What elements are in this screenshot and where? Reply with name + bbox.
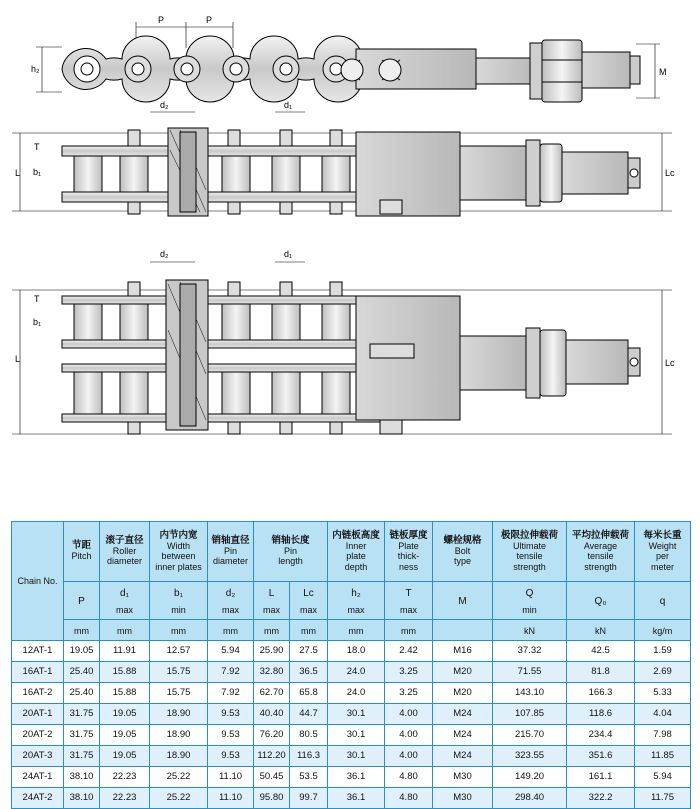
thickness-label: T (34, 142, 40, 152)
pin-length-c-label-2: Lc (665, 358, 675, 368)
cell-pin-dia: 11.10 (208, 767, 254, 788)
cell-width: 15.75 (150, 683, 208, 704)
cell-pin-dia: 9.53 (208, 704, 254, 725)
cell-bolt: M20 (433, 683, 493, 704)
cell-bolt: M24 (433, 725, 493, 746)
cell-bolt: M30 (433, 788, 493, 809)
sym-weight: q (635, 582, 691, 620)
col-ultimate-strength: 极限拉伸载荷 Ultimate tensile strength (493, 522, 567, 582)
cell-bolt: M30 (433, 767, 493, 788)
cell-pin-len: 95.80 (254, 788, 290, 809)
cell-ult: 298.40 (493, 788, 567, 809)
cell-avg: 351.6 (567, 746, 635, 767)
cell-width: 18.90 (150, 704, 208, 725)
inner-width-label-2: b₁ (33, 317, 42, 327)
cell-plate-depth: 24.0 (328, 662, 385, 683)
cell-plate-depth: 24.0 (328, 683, 385, 704)
cell-roller: 19.05 (100, 746, 150, 767)
cell-pin-len-c: 27.5 (290, 641, 328, 662)
sym-pin-dia: d₂ max (208, 582, 254, 620)
cell-chain: 20AT-3 (12, 746, 64, 767)
pin-diameter-label: d₂ (160, 100, 169, 110)
roller-diameter-label: d₁ (284, 100, 293, 110)
cell-pin-len-c: 65.8 (290, 683, 328, 704)
cell-roller: 19.05 (100, 725, 150, 746)
col-pitch: 节距 Pitch (64, 522, 100, 582)
cell-weight: 1.59 (635, 641, 691, 662)
unit-plate-depth: mm (328, 620, 385, 641)
cell-ult: 107.85 (493, 704, 567, 725)
cell-plate-depth: 18.0 (328, 641, 385, 662)
cell-avg: 161.1 (567, 767, 635, 788)
cell-pin-len-c: 44.7 (290, 704, 328, 725)
cell-pitch: 25.40 (64, 683, 100, 704)
thickness-label-2: T (34, 294, 40, 304)
unit-roller: mm (100, 620, 150, 641)
cell-plate-thick: 4.00 (385, 725, 433, 746)
cell-avg: 118.6 (567, 704, 635, 725)
pin-length-label-2: L (15, 354, 21, 364)
unit-ult: kN (493, 620, 567, 641)
spec-table-body (12, 641, 691, 809)
unit-plate-thick: mm (385, 620, 433, 641)
cell-pin-len: 62.70 (254, 683, 290, 704)
cell-pin-dia: 9.53 (208, 725, 254, 746)
cell-chain: 24AT-2 (12, 788, 64, 809)
table-row (12, 683, 691, 704)
cell-pitch: 31.75 (64, 704, 100, 725)
cell-pin-len: 112.20 (254, 746, 290, 767)
cell-pin-dia: 5.94 (208, 641, 254, 662)
cell-weight: 5.33 (635, 683, 691, 704)
col-average-strength: 平均拉伸载荷 Average tensile strength (567, 522, 635, 582)
unit-avg: kN (567, 620, 635, 641)
cell-avg: 166.3 (567, 683, 635, 704)
unit-pitch: mm (64, 620, 100, 641)
pin-diameter-label-2: d₂ (160, 249, 169, 259)
cell-pin-len: 76.20 (254, 725, 290, 746)
pin-length-label: L (15, 168, 21, 178)
cell-pin-dia: 7.92 (208, 683, 254, 704)
cell-pitch: 25.40 (64, 662, 100, 683)
sym-pitch: P (64, 582, 100, 620)
cell-ult: 149.20 (493, 767, 567, 788)
cell-ult: 215.70 (493, 725, 567, 746)
top-view-simplex (12, 100, 675, 216)
top-view-duplex (12, 249, 675, 434)
spec-table (11, 521, 691, 809)
cell-weight: 2.69 (635, 662, 691, 683)
cell-plate-thick: 4.00 (385, 746, 433, 767)
table-row (12, 641, 691, 662)
cell-bolt: M20 (433, 662, 493, 683)
sym-pin-len-c: Lc max (290, 582, 328, 620)
side-view (31, 15, 667, 102)
cell-weight: 11.75 (635, 788, 691, 809)
cell-roller: 15.88 (100, 662, 150, 683)
cell-pin-len: 25.90 (254, 641, 290, 662)
unit-bolt (433, 620, 493, 641)
sym-width: b₁ min (150, 582, 208, 620)
cell-pin-len-c: 80.5 (290, 725, 328, 746)
cell-pin-dia: 9.53 (208, 746, 254, 767)
cell-bolt: M24 (433, 704, 493, 725)
cell-avg: 81.8 (567, 662, 635, 683)
cell-roller: 22.23 (100, 767, 150, 788)
cell-pin-len-c: 53.5 (290, 767, 328, 788)
unit-weight: kg/m (635, 620, 691, 641)
cell-bolt: M16 (433, 641, 493, 662)
cell-avg: 234.4 (567, 725, 635, 746)
cell-pin-len-c: 99.7 (290, 788, 328, 809)
cell-bolt: M24 (433, 746, 493, 767)
cell-pin-len: 40.40 (254, 704, 290, 725)
cell-width: 15.75 (150, 662, 208, 683)
unit-pin-len-c: mm (290, 620, 328, 641)
cell-pin-dia: 11.10 (208, 788, 254, 809)
cell-avg: 322.2 (567, 788, 635, 809)
pitch-label-2: P (206, 15, 213, 25)
cell-pin-len: 50.45 (254, 767, 290, 788)
cell-roller: 19.05 (100, 704, 150, 725)
cell-plate-depth: 36.1 (328, 788, 385, 809)
cell-plate-depth: 30.1 (328, 704, 385, 725)
cell-weight: 5.94 (635, 767, 691, 788)
cell-width: 18.90 (150, 746, 208, 767)
cell-width: 18.90 (150, 725, 208, 746)
cell-pin-len: 32.80 (254, 662, 290, 683)
unit-pin-dia: mm (208, 620, 254, 641)
cell-plate-thick: 3.25 (385, 683, 433, 704)
pin-length-c-label: Lc (665, 168, 675, 178)
cell-chain: 24AT-1 (12, 767, 64, 788)
cell-pitch: 38.10 (64, 788, 100, 809)
cell-ult: 323.55 (493, 746, 567, 767)
table-row (12, 788, 691, 809)
col-plate-thickness: 链板厚度 Plate thick- ness (385, 522, 433, 582)
cell-pin-len-c: 36.5 (290, 662, 328, 683)
cell-plate-depth: 30.1 (328, 746, 385, 767)
cell-width: 25.22 (150, 767, 208, 788)
unit-width: mm (150, 620, 208, 641)
cell-ult: 143.10 (493, 683, 567, 704)
cell-pin-dia: 7.92 (208, 662, 254, 683)
sym-ult: Q min (493, 582, 567, 620)
cell-roller: 22.23 (100, 788, 150, 809)
cell-width: 25.22 (150, 788, 208, 809)
cell-plate-thick: 4.00 (385, 704, 433, 725)
col-pin-diameter: 销轴直径 Pin diameter (208, 522, 254, 582)
cell-ult: 71.55 (493, 662, 567, 683)
col-pin-length: 销轴长度 Pin length (254, 522, 328, 582)
cell-chain: 20AT-1 (12, 704, 64, 725)
cell-plate-thick: 4.80 (385, 767, 433, 788)
cell-chain: 16AT-1 (12, 662, 64, 683)
col-weight: 每米长重 Weight per meter (635, 522, 691, 582)
unit-pin-len: mm (254, 620, 290, 641)
inner-width-label: b₁ (33, 167, 42, 177)
sym-avg: Q₀ (567, 582, 635, 620)
col-inner-width: 内节内宽 Width between inner plates (150, 522, 208, 582)
cell-weight: 7.98 (635, 725, 691, 746)
col-roller-diameter: 滚子直径 Roller diameter (100, 522, 150, 582)
table-row (12, 767, 691, 788)
sym-roller: d₁ max (100, 582, 150, 620)
table-row (12, 746, 691, 767)
cell-weight: 11.85 (635, 746, 691, 767)
cell-chain: 20AT-2 (12, 725, 64, 746)
height-label: h₂ (31, 64, 40, 74)
cell-pin-len-c: 116.3 (290, 746, 328, 767)
cell-roller: 15.88 (100, 683, 150, 704)
cell-pitch: 19.05 (64, 641, 100, 662)
nut-label: M (659, 67, 667, 77)
sym-pin-len: L max (254, 582, 290, 620)
sym-plate-thick: T max (385, 582, 433, 620)
cell-pitch: 31.75 (64, 725, 100, 746)
sym-plate-depth: h₂ max (328, 582, 385, 620)
table-row (12, 704, 691, 725)
col-plate-depth: 内链板高度 Inner plate depth (328, 522, 385, 582)
roller-diameter-label-2: d₁ (284, 249, 293, 259)
cell-avg: 42.5 (567, 641, 635, 662)
cell-plate-depth: 36.1 (328, 767, 385, 788)
cell-pitch: 38.10 (64, 767, 100, 788)
cell-width: 12.57 (150, 641, 208, 662)
cell-plate-thick: 3.25 (385, 662, 433, 683)
cell-chain: 16AT-2 (12, 683, 64, 704)
sym-bolt: M (433, 582, 493, 620)
cell-plate-depth: 30.1 (328, 725, 385, 746)
cell-plate-thick: 4.80 (385, 788, 433, 809)
pitch-label: P (158, 15, 165, 25)
col-bolt-type: 螺栓规格 Bolt type (433, 522, 493, 582)
cell-ult: 37.32 (493, 641, 567, 662)
cell-chain: 12AT-1 (12, 641, 64, 662)
table-row (12, 662, 691, 683)
col-chain-no: Chain No. (12, 522, 64, 641)
cell-weight: 4.04 (635, 704, 691, 725)
table-row (12, 725, 691, 746)
cell-plate-thick: 2.42 (385, 641, 433, 662)
cell-roller: 11.91 (100, 641, 150, 662)
cell-pitch: 31.75 (64, 746, 100, 767)
